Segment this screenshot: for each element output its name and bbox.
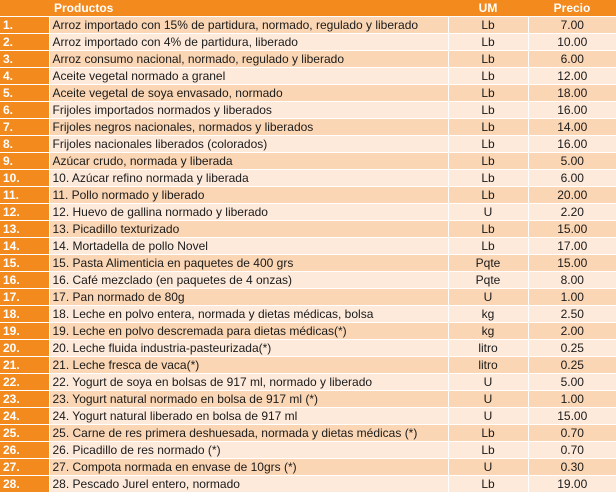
price-cell: 14.00 bbox=[528, 119, 616, 136]
table-row bbox=[0, 340, 616, 357]
product-name-cell: 12. Huevo de gallina normado y liberado bbox=[49, 204, 448, 221]
table-row bbox=[0, 102, 616, 119]
price-cell: 19.00 bbox=[528, 476, 616, 493]
unit-cell: Lb bbox=[448, 238, 528, 255]
unit-cell: litro bbox=[448, 357, 528, 374]
row-number-cell: 25. bbox=[0, 425, 49, 442]
product-name-cell: 10. Azúcar refino normada y liberada bbox=[49, 170, 448, 187]
unit-cell: Lb bbox=[448, 170, 528, 187]
header-products: Productos bbox=[49, 0, 448, 17]
row-number-cell: 17. bbox=[0, 289, 49, 306]
row-number-cell: 21. bbox=[0, 357, 49, 374]
unit-cell: Lb bbox=[448, 102, 528, 119]
price-cell: 0.70 bbox=[528, 425, 616, 442]
product-name-cell: 21. Leche fresca de vaca(*) bbox=[49, 357, 448, 374]
table-row bbox=[0, 374, 616, 391]
price-cell: 10.00 bbox=[528, 34, 616, 51]
product-name-cell: 23. Yogurt natural normado en bolsa de 917 ml (*) bbox=[49, 391, 448, 408]
price-cell: 6.00 bbox=[528, 170, 616, 187]
row-number-cell: 23. bbox=[0, 391, 49, 408]
table-row bbox=[0, 34, 616, 51]
product-name-cell: 15. Pasta Alimenticia en paquetes de 400 grs bbox=[49, 255, 448, 272]
header-price: Precio bbox=[528, 0, 616, 17]
product-name-cell: 19. Leche en polvo descremada para dietas médicas(*) bbox=[49, 323, 448, 340]
unit-cell: Lb bbox=[448, 187, 528, 204]
row-number-cell: 5. bbox=[0, 85, 49, 102]
unit-cell: kg bbox=[448, 323, 528, 340]
table-row bbox=[0, 136, 616, 153]
row-number-cell: 28. bbox=[0, 476, 49, 493]
unit-cell: kg bbox=[448, 306, 528, 323]
unit-cell: U bbox=[448, 408, 528, 425]
row-number-cell: 20. bbox=[0, 340, 49, 357]
unit-cell: Lb bbox=[448, 51, 528, 68]
table-row bbox=[0, 289, 616, 306]
product-name-cell: 14. Mortadella de pollo Novel bbox=[49, 238, 448, 255]
row-number-cell: 12. bbox=[0, 204, 49, 221]
table-row bbox=[0, 357, 616, 374]
table-row bbox=[0, 476, 616, 493]
unit-cell: Lb bbox=[448, 221, 528, 238]
price-cell: 15.00 bbox=[528, 408, 616, 425]
price-cell: 1.00 bbox=[528, 289, 616, 306]
unit-cell: Pqte bbox=[448, 272, 528, 289]
price-cell: 2.20 bbox=[528, 204, 616, 221]
table-row bbox=[0, 408, 616, 425]
product-name-cell: 25. Carne de res primera deshuesada, normada y dietas médicas (*) bbox=[49, 425, 448, 442]
product-name-cell: 13. Picadillo texturizado bbox=[49, 221, 448, 238]
row-number-cell: 15. bbox=[0, 255, 49, 272]
unit-cell: U bbox=[448, 204, 528, 221]
unit-cell: U bbox=[448, 391, 528, 408]
price-cell: 0.25 bbox=[528, 357, 616, 374]
table-row bbox=[0, 17, 616, 34]
unit-cell: Lb bbox=[448, 68, 528, 85]
table-row bbox=[0, 272, 616, 289]
row-number-cell: 1. bbox=[0, 17, 49, 34]
header-number bbox=[0, 0, 49, 17]
row-number-cell: 6. bbox=[0, 102, 49, 119]
unit-cell: Lb bbox=[448, 85, 528, 102]
product-name-cell: 26. Picadillo de res normado (*) bbox=[49, 442, 448, 459]
unit-cell: Lb bbox=[448, 136, 528, 153]
product-name-cell: 24. Yogurt natural liberado en bolsa de 917 ml bbox=[49, 408, 448, 425]
unit-cell: litro bbox=[448, 340, 528, 357]
price-cell: 1.00 bbox=[528, 391, 616, 408]
product-name-cell: Frijoles nacionales liberados (colorados) bbox=[49, 136, 448, 153]
row-number-cell: 9. bbox=[0, 153, 49, 170]
price-cell: 5.00 bbox=[528, 374, 616, 391]
row-number-cell: 27. bbox=[0, 459, 49, 476]
price-cell: 16.00 bbox=[528, 136, 616, 153]
table-row bbox=[0, 51, 616, 68]
price-cell: 6.00 bbox=[528, 51, 616, 68]
unit-cell: Lb bbox=[448, 119, 528, 136]
unit-cell: Lb bbox=[448, 442, 528, 459]
product-name-cell: 18. Leche en polvo entera, normada y dietas médicas, bolsa bbox=[49, 306, 448, 323]
price-cell: 15.00 bbox=[528, 255, 616, 272]
price-cell: 2.00 bbox=[528, 323, 616, 340]
product-name-cell: 28. Pescado Jurel entero, normado bbox=[49, 476, 448, 493]
product-name-cell: 17. Pan normado de 80g bbox=[49, 289, 448, 306]
price-cell: 0.30 bbox=[528, 459, 616, 476]
price-cell: 18.00 bbox=[528, 85, 616, 102]
unit-cell: Lb bbox=[448, 425, 528, 442]
price-cell: 8.00 bbox=[528, 272, 616, 289]
header-unit: UM bbox=[448, 0, 528, 17]
row-number-cell: 11. bbox=[0, 187, 49, 204]
row-number-cell: 16. bbox=[0, 272, 49, 289]
product-name-cell: Arroz consumo nacional, normado, regulado y liberado bbox=[49, 51, 448, 68]
unit-cell: U bbox=[448, 374, 528, 391]
table-row bbox=[0, 459, 616, 476]
table-row bbox=[0, 425, 616, 442]
unit-cell: Pqte bbox=[448, 255, 528, 272]
product-name-cell: 22. Yogurt de soya en bolsas de 917 ml, normado y liberado bbox=[49, 374, 448, 391]
price-cell: 0.70 bbox=[528, 442, 616, 459]
unit-cell: Lb bbox=[448, 17, 528, 34]
row-number-cell: 26. bbox=[0, 442, 49, 459]
table-row bbox=[0, 442, 616, 459]
unit-cell: Lb bbox=[448, 476, 528, 493]
row-number-cell: 24. bbox=[0, 408, 49, 425]
product-name-cell: Arroz importado con 15% de partidura, normado, regulado y liberado bbox=[49, 17, 448, 34]
table-row bbox=[0, 238, 616, 255]
row-number-cell: 8. bbox=[0, 136, 49, 153]
product-name-cell: Frijoles importados normados y liberados bbox=[49, 102, 448, 119]
table-row bbox=[0, 204, 616, 221]
table-row bbox=[0, 170, 616, 187]
price-cell: 15.00 bbox=[528, 221, 616, 238]
header-row bbox=[0, 0, 616, 17]
table-row bbox=[0, 323, 616, 340]
product-name-cell: Aceite vegetal normado a granel bbox=[49, 68, 448, 85]
product-name-cell: 20. Leche fluida industria-pasteurizada(*) bbox=[49, 340, 448, 357]
price-cell: 5.00 bbox=[528, 153, 616, 170]
row-number-cell: 14. bbox=[0, 238, 49, 255]
unit-cell: Lb bbox=[448, 153, 528, 170]
product-name-cell: Frijoles negros nacionales, normados y liberados bbox=[49, 119, 448, 136]
table-row bbox=[0, 187, 616, 204]
row-number-cell: 2. bbox=[0, 34, 49, 51]
product-name-cell: Arroz importado con 4% de partidura, liberado bbox=[49, 34, 448, 51]
price-cell: 16.00 bbox=[528, 102, 616, 119]
unit-cell: U bbox=[448, 289, 528, 306]
row-number-cell: 3. bbox=[0, 51, 49, 68]
price-cell: 12.00 bbox=[528, 68, 616, 85]
product-name-cell: 16. Café mezclado (en paquetes de 4 onzas) bbox=[49, 272, 448, 289]
table-row bbox=[0, 255, 616, 272]
row-number-cell: 19. bbox=[0, 323, 49, 340]
price-cell: 20.00 bbox=[528, 187, 616, 204]
unit-cell: U bbox=[448, 459, 528, 476]
price-cell: 0.25 bbox=[528, 340, 616, 357]
product-name-cell: 27. Compota normada en envase de 10grs (*) bbox=[49, 459, 448, 476]
table-row bbox=[0, 68, 616, 85]
row-number-cell: 18. bbox=[0, 306, 49, 323]
table-row bbox=[0, 306, 616, 323]
row-number-cell: 4. bbox=[0, 68, 49, 85]
row-number-cell: 22. bbox=[0, 374, 49, 391]
table-row bbox=[0, 221, 616, 238]
price-cell: 7.00 bbox=[528, 17, 616, 34]
price-cell: 17.00 bbox=[528, 238, 616, 255]
row-number-cell: 7. bbox=[0, 119, 49, 136]
product-name-cell: 11. Pollo normado y liberado bbox=[49, 187, 448, 204]
unit-cell: Lb bbox=[448, 34, 528, 51]
table-row bbox=[0, 85, 616, 102]
table-row bbox=[0, 391, 616, 408]
product-name-cell: Aceite vegetal de soya envasado, normado bbox=[49, 85, 448, 102]
price-cell: 2.50 bbox=[528, 306, 616, 323]
table-row bbox=[0, 119, 616, 136]
row-number-cell: 13. bbox=[0, 221, 49, 238]
row-number-cell: 10. bbox=[0, 170, 49, 187]
product-name-cell: Azúcar crudo, normada y liberada bbox=[49, 153, 448, 170]
table-row bbox=[0, 153, 616, 170]
